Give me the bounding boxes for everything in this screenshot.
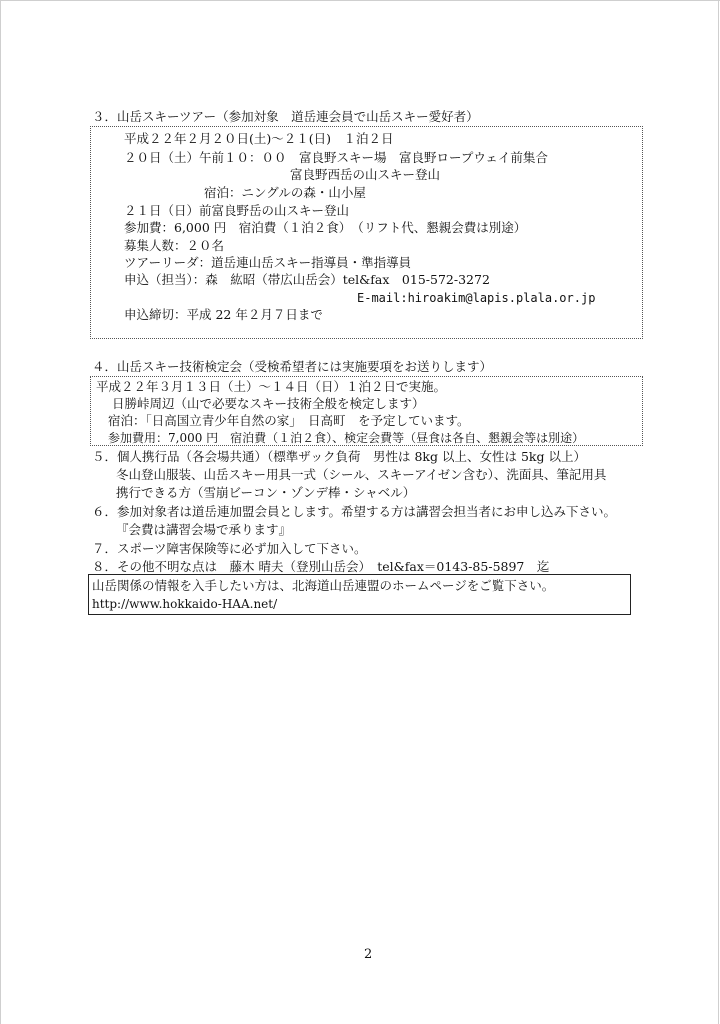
section7-heading: ７．スポーツ障害保険等に必ず加入して下さい。 — [92, 541, 367, 556]
section4-location: 日勝峠周辺（山で必要なスキー技術全般を検定します） — [112, 396, 425, 411]
section3-fee: 参加費：6,000 円 宿泊費（１泊２食） （リフト代、懇親会費は別途） — [124, 220, 527, 235]
section5-heading: ５．個人携行品（各会場共通）（標準ザック負荷 男性は 8kg 以上、女性は 5kg 以上） — [92, 449, 586, 464]
homepage-link[interactable]: http://www.hokkaido-HAA.net/ — [92, 597, 278, 611]
section3-contact: 申込（担当）：森 紘昭（帯広山岳会）tel&fax 015-572-3272 — [124, 272, 490, 287]
section8-heading: ８．その他不明な点は 藤木 晴夫（登別山岳会） tel&fax＝0143-85-5897 迄 — [92, 559, 550, 574]
page-edge — [0, 0, 1, 1024]
section3-day2: ２１日（日）前富良野岳の山スキー登山 — [124, 203, 350, 218]
page-edge — [718, 0, 719, 1024]
section3-deadline: 申込締切：平成 22 年２月７日まで — [124, 307, 323, 322]
section5-safety-gear: 携行できる方（雪崩ビーコン・ゾンデ棒・シャベル） — [116, 485, 416, 500]
section3-date: 平成２２年２月２０日(土)～２１(日) １泊２日 — [124, 131, 394, 146]
section6-heading: ６．参加対象者は道岳連加盟会員とします。希望する方は講習会担当者にお申し込み下さい。 — [92, 504, 617, 519]
section4-date: 平成２２年３月１３日（土）～１４日（日）１泊２日で実施。 — [96, 379, 447, 394]
section3-heading: ３．山岳スキーツアー（参加対象 道岳連会員で山岳スキー愛好者） — [92, 109, 479, 124]
section3-leader: ツアーリーダ：道岳連山岳スキー指導員・準指導員 — [124, 255, 412, 270]
page-edge — [0, 0, 720, 1]
section6-note: 『会費は講習会場で承ります』 — [116, 522, 292, 537]
section3-day1-climb: 富良野西岳の山スキー登山 — [290, 167, 441, 182]
page-number: 2 — [364, 947, 373, 962]
section4-fee: 参加費用：7,000 円 宿泊費（１泊２食）、検定会費等（昼食は各自、懇親会等は別途） — [108, 431, 585, 445]
section5-gear: 冬山登山服装、山岳スキー用具一式（シール、スキーアイゼン含む）、洗面具、筆記用具 — [116, 467, 607, 482]
info-box-text: 山岳関係の情報を入手したい方は、北海道山岳連盟のホームページをご覧下さい。 — [92, 578, 555, 593]
section3-day1: ２０日（土）午前１０：００ 富良野スキー場 富良野ロープウェイ前集合 — [124, 150, 548, 165]
section3-capacity: 募集人数：２０名 — [124, 238, 225, 253]
section4-heading: ４．山岳スキー技術検定会（受検希望者には実施要項をお送りします） — [92, 359, 493, 374]
section4-lodging: 宿泊：「日高国立青少年自然の家」 日高町 を予定しています。 — [108, 413, 470, 428]
section3-email: E-mail:hiroakim@lapis.plala.or.jp — [357, 291, 596, 305]
section3-lodging: 宿泊：ニングルの森・山小屋 — [204, 185, 366, 200]
